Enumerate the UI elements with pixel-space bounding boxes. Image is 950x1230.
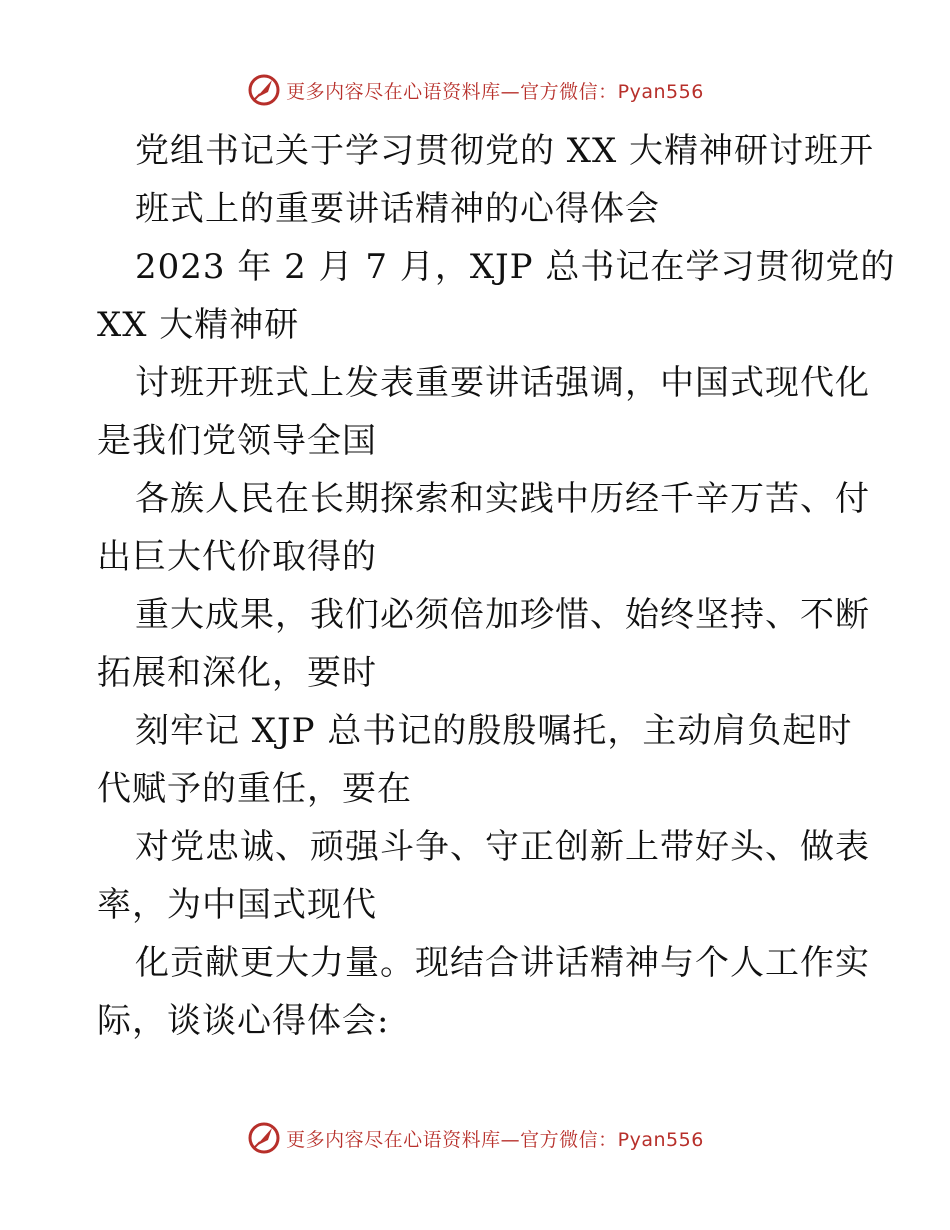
paragraph-line: 拓展和深化，要时 bbox=[97, 653, 377, 693]
quill-logo-icon bbox=[246, 1120, 282, 1156]
paragraph bbox=[97, 586, 870, 702]
paragraph-line: 对党忠诚、顽强斗争、守正创新上带好头、做表 bbox=[135, 827, 870, 867]
paragraph-line: 刻牢记 XJP 总书记的殷殷嘱托，主动肩负起时 bbox=[135, 711, 853, 751]
paragraph-line: 是我们党领导全国 bbox=[97, 421, 377, 461]
paragraph-line: 出巨大代价取得的 bbox=[97, 537, 377, 577]
title-line: 党组书记关于学习贯彻党的 XX 大精神研讨班开 bbox=[135, 131, 875, 171]
document-body bbox=[97, 122, 896, 1050]
paragraph-line: 各族人民在长期探索和实践中历经千辛万苦、付 bbox=[135, 479, 870, 519]
paragraph bbox=[97, 354, 870, 470]
paragraph-line: XX 大精神研 bbox=[97, 305, 300, 345]
paragraph bbox=[97, 238, 896, 354]
document-title bbox=[97, 122, 875, 238]
paragraph bbox=[97, 818, 870, 934]
paragraph-line: 2023 年 2 月 7 月，XJP 总书记在学习贯彻党的 bbox=[135, 247, 896, 287]
paragraph-line: 讨班开班式上发表重要讲话强调，中国式现代化 bbox=[135, 363, 870, 403]
paragraph-line: 化贡献更大力量。现结合讲话精神与个人工作实 bbox=[135, 943, 870, 983]
watermark-text: 更多内容尽在心语资料库—官方微信：Pyan556 bbox=[286, 80, 704, 103]
quill-logo-icon bbox=[246, 72, 282, 108]
header-watermark bbox=[0, 70, 950, 110]
paragraph-line: 代赋予的重任，要在 bbox=[97, 769, 412, 809]
paragraph-line: 际，谈谈心得体会: bbox=[97, 1001, 390, 1041]
paragraph-line: 率，为中国式现代 bbox=[97, 885, 377, 925]
paragraph bbox=[97, 702, 867, 818]
watermark-text: 更多内容尽在心语资料库—官方微信：Pyan556 bbox=[286, 1128, 704, 1151]
footer-watermark bbox=[0, 1118, 950, 1158]
paragraph-line: 重大成果，我们必须倍加珍惜、始终坚持、不断 bbox=[135, 595, 870, 635]
paragraph bbox=[97, 934, 870, 1050]
title-line: 班式上的重要讲话精神的心得体会 bbox=[135, 189, 660, 229]
paragraph bbox=[97, 470, 870, 586]
